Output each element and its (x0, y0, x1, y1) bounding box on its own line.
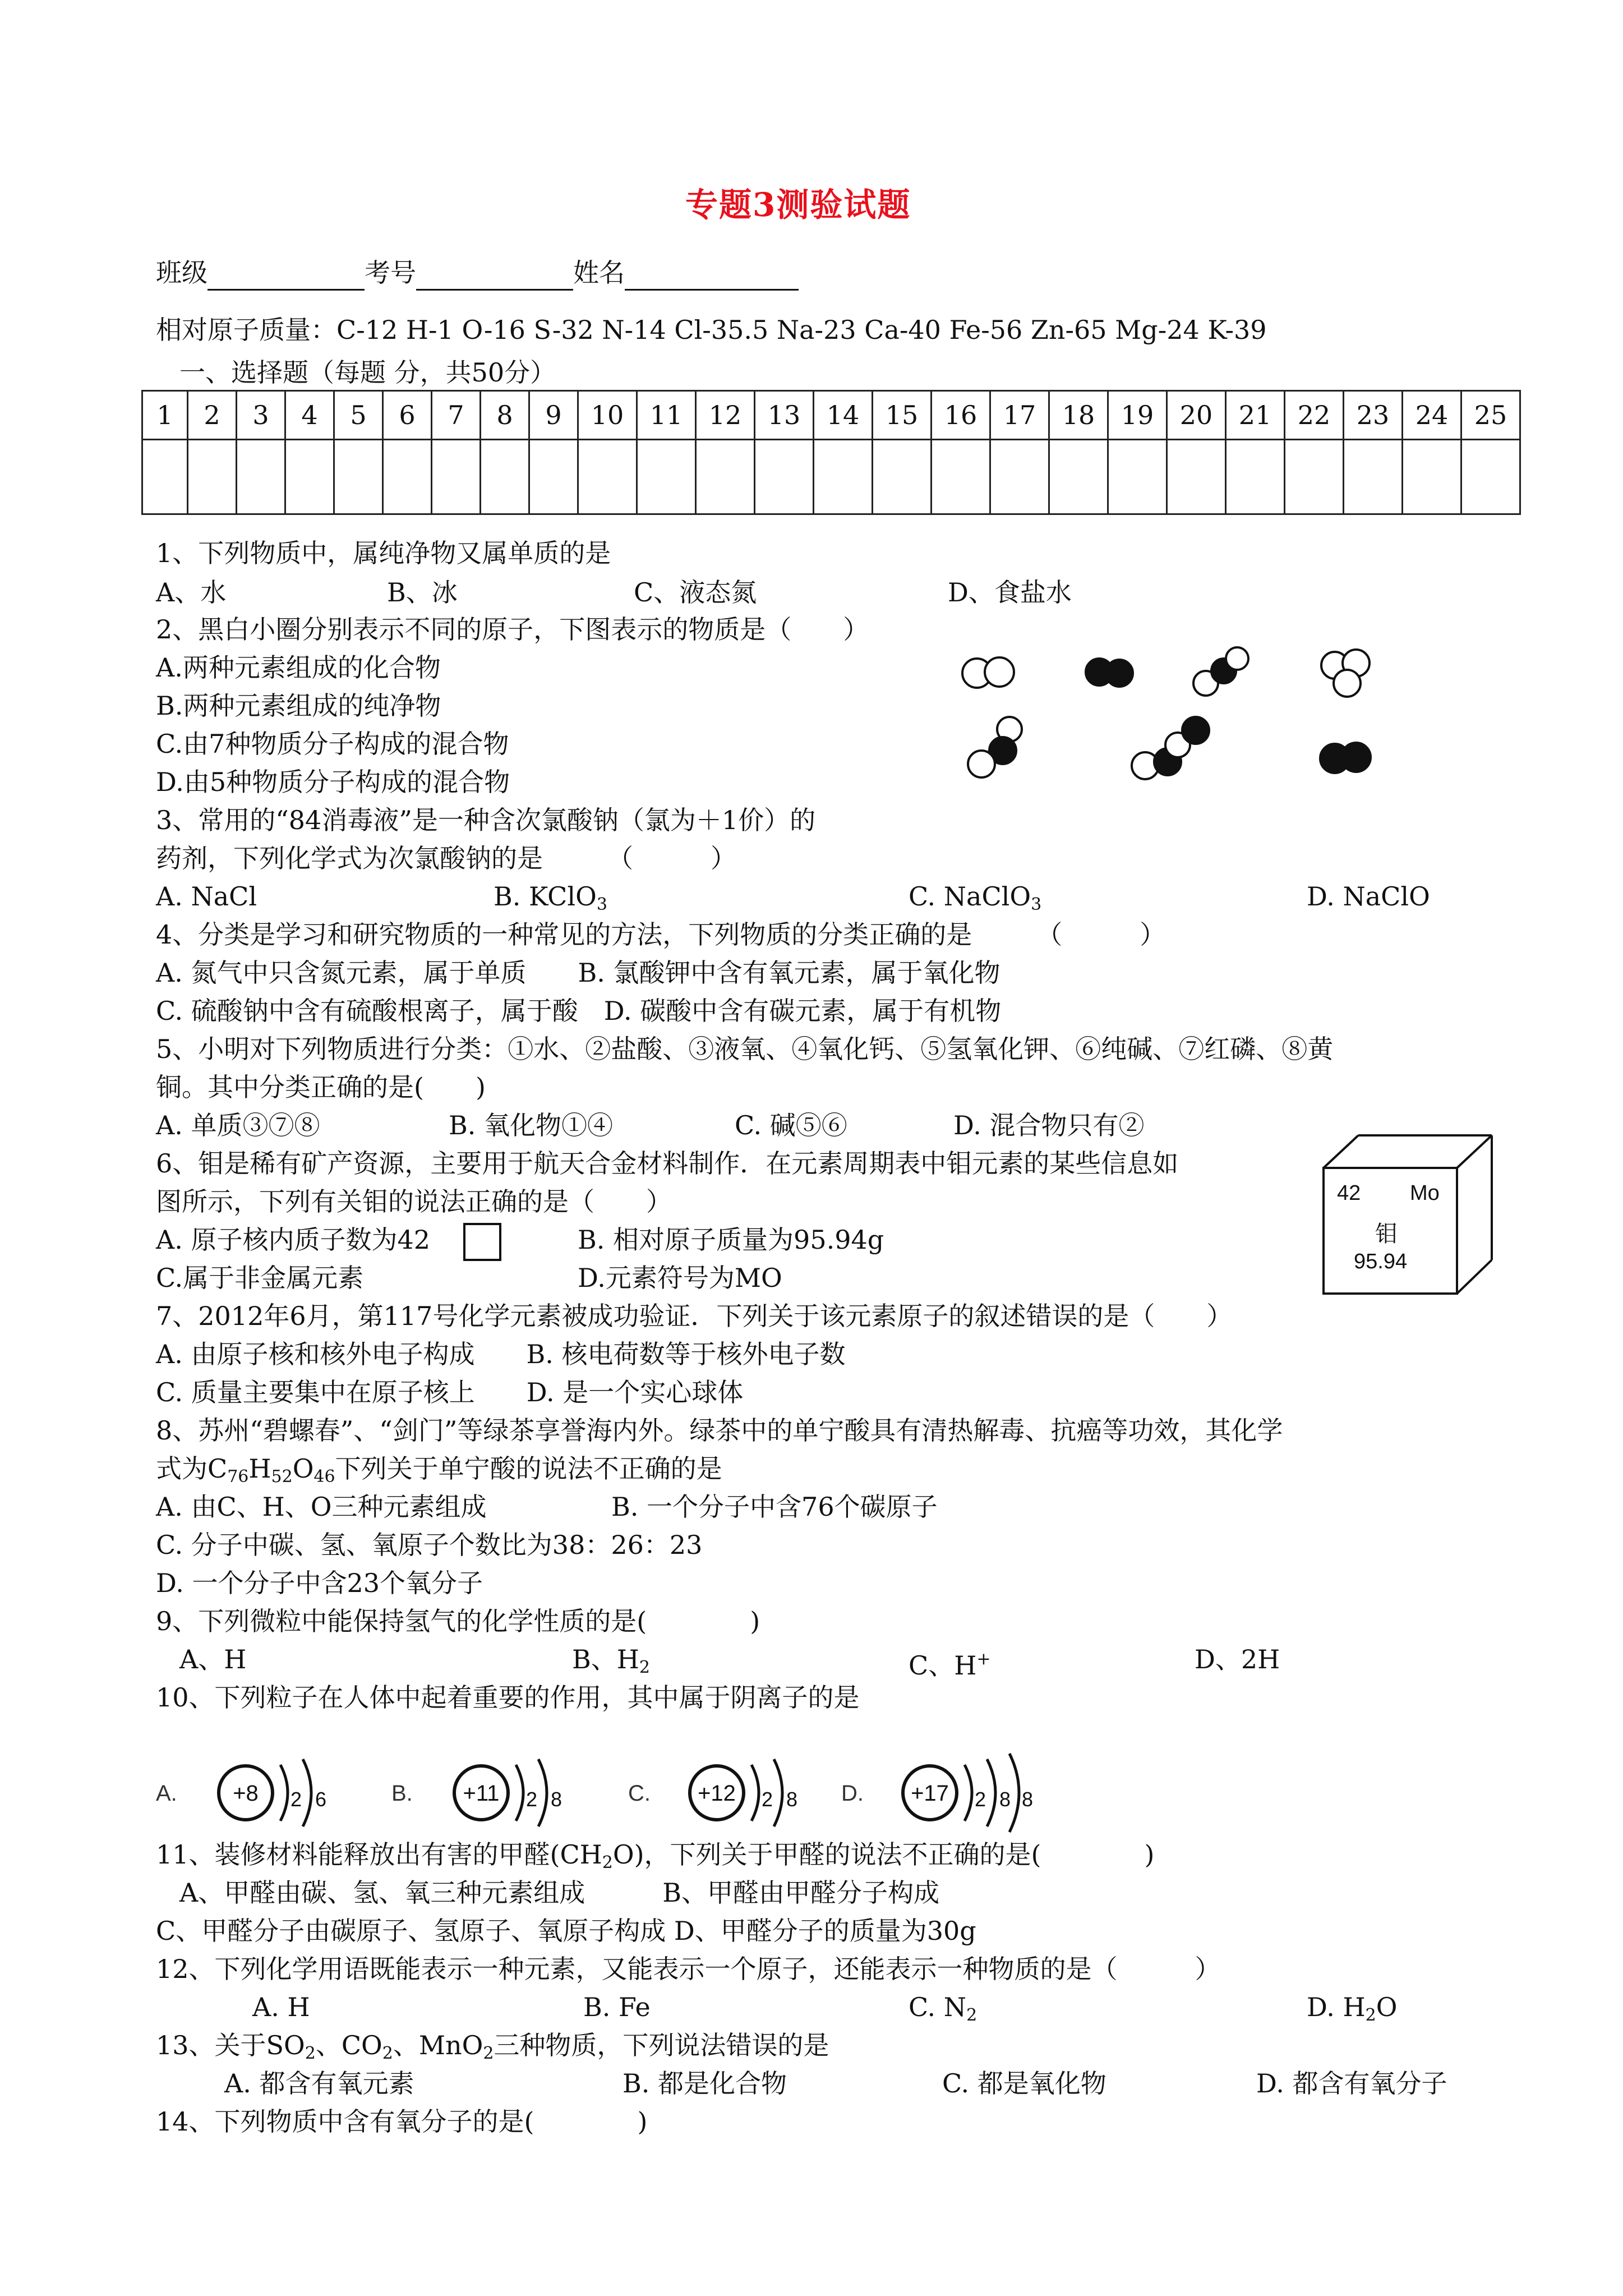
atom-structure-options (156, 1745, 1053, 1840)
q1-option-a[interactable]: A、水 (156, 577, 227, 608)
grid-answer-cell-14[interactable] (814, 440, 873, 514)
answer-box (463, 1223, 501, 1261)
grid-answer-cell-13[interactable] (755, 440, 814, 514)
grid-number-3: 3 (237, 391, 285, 440)
grid-answer-cell-23[interactable] (1344, 440, 1403, 514)
q9-option-c[interactable]: C、H+ (909, 1649, 991, 1681)
q6-stem-line1: 6、钼是稀有矿产资源，主要用于航天合金材料制作．在元素周期表中钼元素的某些信息如 (156, 1148, 1179, 1179)
grid-answer-cell-5[interactable] (334, 440, 383, 514)
grid-answer-cell-11[interactable] (637, 440, 696, 514)
grid-answer-cell-18[interactable] (1049, 440, 1108, 514)
q2-option-d[interactable]: D.由5种物质分子构成的混合物 (156, 767, 510, 797)
q14-stem: 14、下列物质中含有氧分子的是( ) (156, 2106, 648, 2137)
grid-number-1: 1 (142, 391, 188, 440)
element-mass: 95.94 (1354, 1250, 1408, 1273)
svg-text:8: 8 (1022, 1788, 1034, 1811)
grid-number-20: 20 (1167, 391, 1226, 440)
svg-text:A.: A. (156, 1781, 177, 1806)
q8-option-a[interactable]: A. 由C、H、O三种元素组成 (156, 1492, 487, 1522)
q3-option-c[interactable]: C. NaClO$_3$ (909, 881, 1042, 914)
grid-answer-cell-15[interactable] (873, 440, 932, 514)
q4-stem: 4、分类是学习和研究物质的一种常见的方法，下列物质的分类正确的是 （ ） (156, 919, 1166, 950)
svg-text:2: 2 (975, 1788, 986, 1811)
q4-options-cd[interactable]: C. 硫酸钠中含有硫酸根离子，属于酸 D. 碳酸中含有碳元素，属于有机物 (156, 996, 1002, 1026)
grid-answer-cell-17[interactable] (990, 440, 1049, 514)
answer-grid (141, 390, 1521, 515)
grid-number-8: 8 (481, 391, 529, 440)
grid-answer-cell-7[interactable] (432, 440, 481, 514)
q8-stem-line1: 8、苏州“碧螺春”、“剑门”等绿茶享誉海内外。绿茶中的单宁酸具有清热解毒、抗癌等功效，其化学 (156, 1415, 1283, 1446)
grid-number-10: 10 (578, 391, 637, 440)
grid-number-14: 14 (814, 391, 873, 440)
grid-answer-cell-25[interactable] (1461, 440, 1520, 514)
grid-number-15: 15 (873, 391, 932, 440)
grid-number-24: 24 (1403, 391, 1461, 440)
q3-stem-line1: 3、常用的“84消毒液”是一种含次氯酸钠（氯为＋1价）的 (156, 805, 816, 835)
grid-answer-cell-20[interactable] (1167, 440, 1226, 514)
q5-option-c[interactable]: C. 碱⑤⑥ (735, 1110, 847, 1140)
q6-option-c[interactable]: C.属于非金属元素 (156, 1263, 364, 1293)
q5-option-d[interactable]: D. 混合物只有② (953, 1110, 1145, 1140)
q13-option-c[interactable]: C. 都是氧化物 (942, 2068, 1106, 2099)
q5-option-b[interactable]: B. 氧化物①④ (449, 1110, 614, 1140)
grid-answer-cell-4[interactable] (285, 440, 334, 514)
svg-text:+17: +17 (911, 1781, 949, 1806)
q7-options-cd[interactable]: C. 质量主要集中在原子核上 D. 是一个实心球体 (156, 1377, 744, 1407)
svg-text:+12: +12 (698, 1781, 736, 1806)
grid-number-6: 6 (383, 391, 432, 440)
svg-text:2: 2 (526, 1788, 538, 1811)
q6-option-d[interactable]: D.元素符号为MO (578, 1263, 782, 1293)
grid-answer-cell-2[interactable] (188, 440, 237, 514)
section-heading: 一、选择题（每题 分，共50分） (179, 357, 556, 388)
q1-option-c[interactable]: C、液态氮 (634, 577, 757, 608)
grid-number-2: 2 (188, 391, 237, 440)
q6-option-b[interactable]: B. 相对原子质量为95.94g (578, 1225, 884, 1255)
q12-option-b[interactable]: B. Fe (583, 1992, 651, 2022)
q9-stem: 9、下列微粒中能保持氢气的化学性质的是( ) (156, 1606, 760, 1636)
page-title: 专题3测验试题 (685, 186, 911, 224)
grid-answer-cell-9[interactable] (529, 440, 578, 514)
q1-option-d[interactable]: D、食盐水 (948, 577, 1072, 608)
grid-number-19: 19 (1108, 391, 1167, 440)
q5-option-a[interactable]: A. 单质③⑦⑧ (156, 1110, 320, 1140)
grid-number-7: 7 (432, 391, 481, 440)
q13-option-d[interactable]: D. 都含有氧分子 (1256, 2068, 1447, 2099)
grid-number-16: 16 (932, 391, 990, 440)
q3-option-d[interactable]: D. NaClO (1307, 881, 1430, 912)
grid-answer-cell-6[interactable] (383, 440, 432, 514)
svg-text:C.: C. (628, 1781, 651, 1806)
atom-diagram-c[interactable] (628, 1759, 797, 1826)
q3-option-a[interactable]: A. NaCl (156, 881, 257, 912)
q12-option-c[interactable]: C. $N_2$ (909, 1992, 978, 2025)
q11-stem: 11、装修材料能释放出有害的甲醛$(CH_2O)$，下列关于甲醛的说法不正确的是( ) (156, 1839, 1155, 1872)
class-label: 班级 (156, 257, 208, 288)
svg-text:+11: +11 (463, 1781, 500, 1806)
grid-answer-cell-22[interactable] (1285, 440, 1344, 514)
svg-text:2: 2 (291, 1788, 302, 1811)
q11-options-ab[interactable]: A、甲醛由碳、氢、氧三种元素组成 B、甲醛由甲醛分子构成 (179, 1878, 940, 1908)
element-name: 钼 (1375, 1221, 1398, 1247)
q12-option-d[interactable]: D. $H_2O$ (1307, 1992, 1398, 2025)
q12-option-a[interactable]: A. H (252, 1992, 310, 2022)
q1-option-b[interactable]: B、冰 (387, 577, 458, 608)
svg-text:B.: B. (391, 1781, 413, 1806)
q2-option-a[interactable]: A.两种元素组成的化合物 (156, 652, 441, 683)
q7-options-ab[interactable]: A. 由原子核和核外电子构成 B. 核电荷数等于核外电子数 (156, 1339, 846, 1369)
name-label: 姓名 (573, 257, 625, 288)
q6-option-a[interactable]: A. 原子核内质子数为42 (156, 1225, 430, 1255)
q9-option-b[interactable]: B、$H_2$ (572, 1644, 651, 1677)
class-blank[interactable] (208, 263, 365, 291)
q13-option-a[interactable]: A. 都含有氧元素 (224, 2068, 414, 2099)
svg-text:+8: +8 (233, 1781, 259, 1806)
q11-options-cd[interactable]: C、甲醛分子由碳原子、氢原子、氧原子构成 D、甲醛分子的质量为30g (156, 1916, 976, 1946)
q8-option-b[interactable]: B. 一个分子中含76个碳原子 (611, 1492, 938, 1522)
molecule-diagram (948, 634, 1408, 802)
q7-stem: 7、2012年6月，第117号化学元素被成功验证．下列关于该元素原子的叙述错误的是（ ） (156, 1301, 1233, 1331)
grid-answer-cell-1[interactable] (142, 440, 188, 514)
q6-stem-line2: 图所示，下列有关钼的说法正确的是（ ） (156, 1186, 672, 1217)
grid-answer-cell-19[interactable] (1108, 440, 1167, 514)
grid-number-12: 12 (696, 391, 755, 440)
q13-option-b[interactable]: B. 都是化合物 (623, 2068, 787, 2099)
atomic-masses: 相对原子质量：C-12 H-1 O-16 S-32 N-14 Cl-35.5 Na-23 Ca-40 Fe-56 Zn-65 Mg-24 K-39 (156, 315, 1267, 345)
grid-answer-cell-16[interactable] (932, 440, 990, 514)
svg-text:8: 8 (551, 1788, 562, 1811)
grid-answer-cell-12[interactable] (696, 440, 755, 514)
q12-stem: 12、下列化学用语既能表示一种元素，又能表示一个原子，还能表示一种物质的是（ ） (156, 1954, 1221, 1984)
q8-stem-line2: 式为$C_{76}H_{52}O_{46}$下列关于单宁酸的说法不正确的是 (156, 1453, 722, 1487)
svg-text:8: 8 (999, 1788, 1011, 1811)
svg-text:8: 8 (786, 1788, 798, 1811)
grid-answer-cell-21[interactable] (1226, 440, 1285, 514)
atom-diagram-b[interactable] (391, 1759, 562, 1826)
q2-stem: 2、黑白小圈分别表示不同的原子，下图表示的物质是（ ） (156, 614, 869, 645)
grid-number-17: 17 (990, 391, 1049, 440)
grid-number-13: 13 (755, 391, 814, 440)
grid-answer-cell-24[interactable] (1403, 440, 1461, 514)
svg-text:6: 6 (315, 1788, 327, 1811)
atom-diagram-d[interactable] (841, 1754, 1033, 1832)
q2-option-c[interactable]: C.由7种物质分子构成的混合物 (156, 729, 509, 759)
name-blank[interactable] (625, 263, 799, 291)
q4-options-ab[interactable]: A. 氮气中只含氮元素，属于单质 B. 氯酸钾中含有氧元素，属于氧化物 (156, 958, 1000, 988)
q1-stem: 1、下列物质中，属纯净物又属单质的是 (156, 538, 611, 568)
grid-number-25: 25 (1461, 391, 1520, 440)
exam-no-label: 考号 (365, 257, 416, 288)
grid-number-11: 11 (637, 391, 696, 440)
svg-text:D.: D. (841, 1781, 864, 1806)
grid-answer-cell-8[interactable] (481, 440, 529, 514)
q5-stem-line1: 5、小明对下列物质进行分类：①水、②盐酸、③液氧、④氧化钙、⑤氢氧化钾、⑥纯碱、⑦红磷、⑧黄 (156, 1034, 1334, 1064)
grid-answer-cell-10[interactable] (578, 440, 637, 514)
q3-option-b[interactable]: B. KClO$_3$ (494, 881, 607, 914)
q8-option-d[interactable]: D. 一个分子中含23个氧分子 (156, 1568, 483, 1598)
q8-option-c[interactable]: C. 分子中碳、氢、氧原子个数比为38：26：23 (156, 1530, 703, 1560)
q5-stem-line2: 铜。其中分类正确的是( ) (156, 1072, 486, 1102)
grid-number-4: 4 (285, 391, 334, 440)
atom-diagram-a[interactable] (156, 1759, 326, 1826)
element-symbol: Mo (1410, 1181, 1440, 1205)
q13-stem: 13、关于$SO_2$、$CO_2$、MnO$_2$三种物质，下列说法错误的是 (156, 2030, 829, 2063)
exam-no-blank[interactable] (416, 263, 573, 291)
grid-number-9: 9 (529, 391, 578, 440)
element-number: 42 (1337, 1181, 1361, 1205)
q9-option-d[interactable]: D、2H (1195, 1644, 1280, 1674)
q10-stem: 10、下列粒子在人体中起着重要的作用，其中属于阴离子的是 (156, 1682, 860, 1713)
grid-number-18: 18 (1049, 391, 1108, 440)
grid-number-23: 23 (1344, 391, 1403, 440)
q2-option-b[interactable]: B.两种元素组成的纯净物 (156, 691, 441, 721)
grid-number-21: 21 (1226, 391, 1285, 440)
svg-text:2: 2 (762, 1788, 773, 1811)
grid-number-22: 22 (1285, 391, 1344, 440)
q3-stem-line2: 药剂，下列化学式为次氯酸钠的是 （ ） (156, 843, 736, 873)
student-info-row (156, 255, 799, 291)
grid-number-5: 5 (334, 391, 383, 440)
grid-answer-cell-3[interactable] (237, 440, 285, 514)
q9-option-a[interactable]: A、H (179, 1644, 247, 1674)
